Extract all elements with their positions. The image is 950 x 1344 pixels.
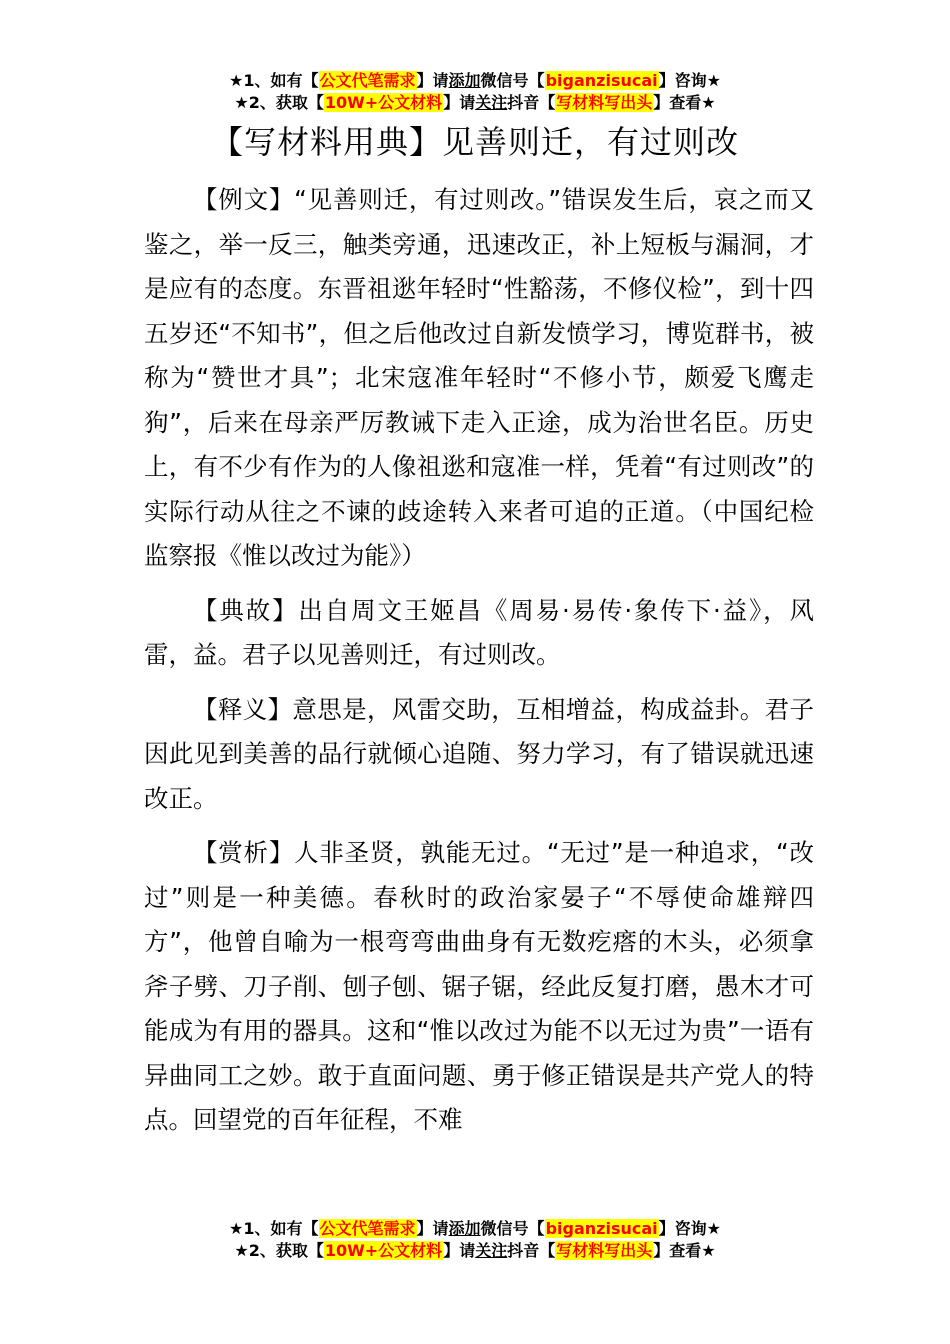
highlight-douyin-account: 写材料写出头 xyxy=(556,1241,653,1260)
footer-banner xyxy=(0,1218,950,1262)
highlight-materials: 10W+公文材料 xyxy=(324,1241,443,1260)
header-banner-line-2: ★2、获取【10W+公文材料】请关注抖音【写材料写出头】查看★ xyxy=(234,93,716,112)
header-banner-line-1: ★1、如有【公文代笔需求】请添加微信号【biganzisucai】咨询★ xyxy=(229,71,721,90)
highlight-service: 公文代笔需求 xyxy=(319,71,416,90)
highlight-douyin-account: 写材料写出头 xyxy=(556,93,653,112)
paragraph-meaning: 【释义】意思是，风雷交助，互相增益，构成益卦。君子因此见到美善的品行就倾心追随、努力学习，有了错误就迅速改正。 xyxy=(144,694,814,813)
highlight-wechat-id: biganzisucai xyxy=(545,71,658,90)
paragraph-example: 【例文】“见善则迁，有过则改。”错误发生后，哀之而又鉴之，举一反三，触类旁通，迅速改正，补上短板与漏洞，才是应有的态度。东晋祖逖年轻时“性豁荡，不修仪检”，到十四五岁还“不知书”，但之后他改过自新发愤学习，博览群书，被称为“赞世才具”；北宋寇准年轻时“不修小节，颇爱飞鹰走狗”，后来在母亲严厉教诫下走入正途，成为治世名臣。历史上，有不少有作为的人像祖逖和寇准一样，凭着“有过则改”的实际行动从往之不谏的歧途转入来者可追的正道。（中国纪检监察报《惟以改过为能》） xyxy=(144,185,814,570)
header-banner xyxy=(0,70,950,114)
paragraph-source: 【典故】出自周文王姬昌《周易·易传·象传下·益》，风雷，益。君子以见善则迁，有过则改。 xyxy=(144,595,814,669)
page-title: 【写材料用典】见善则迁，有过则改 xyxy=(210,123,739,161)
footer-banner-line-2: ★2、获取【10W+公文材料】请关注抖音【写材料写出头】查看★ xyxy=(234,1241,716,1260)
footer-banner-line-1: ★1、如有【公文代笔需求】请添加微信号【biganzisucai】咨询★ xyxy=(229,1219,721,1238)
highlight-materials: 10W+公文材料 xyxy=(324,93,443,112)
highlight-wechat-id: biganzisucai xyxy=(545,1219,658,1238)
article-body xyxy=(144,178,814,1153)
highlight-service: 公文代笔需求 xyxy=(319,1219,416,1238)
paragraph-analysis: 【赏析】人非圣贤，孰能无过。“无过”是一种追求，“改过”则是一种美德。春秋时的政治家晏子“不辱使命雄辩四方”，他曾自喻为一根弯弯曲曲身有无数疙瘩的木头，必须拿斧子劈、刀子削、刨子刨、锯子锯，经此反复打磨，愚木才可能成为有用的器具。这和“惟以改过为能不以无过为贵”一语有异曲同工之妙。敢于直面问题、勇于修正错误是共产党人的特点。回望党的百年征程，不难 xyxy=(144,838,814,1134)
